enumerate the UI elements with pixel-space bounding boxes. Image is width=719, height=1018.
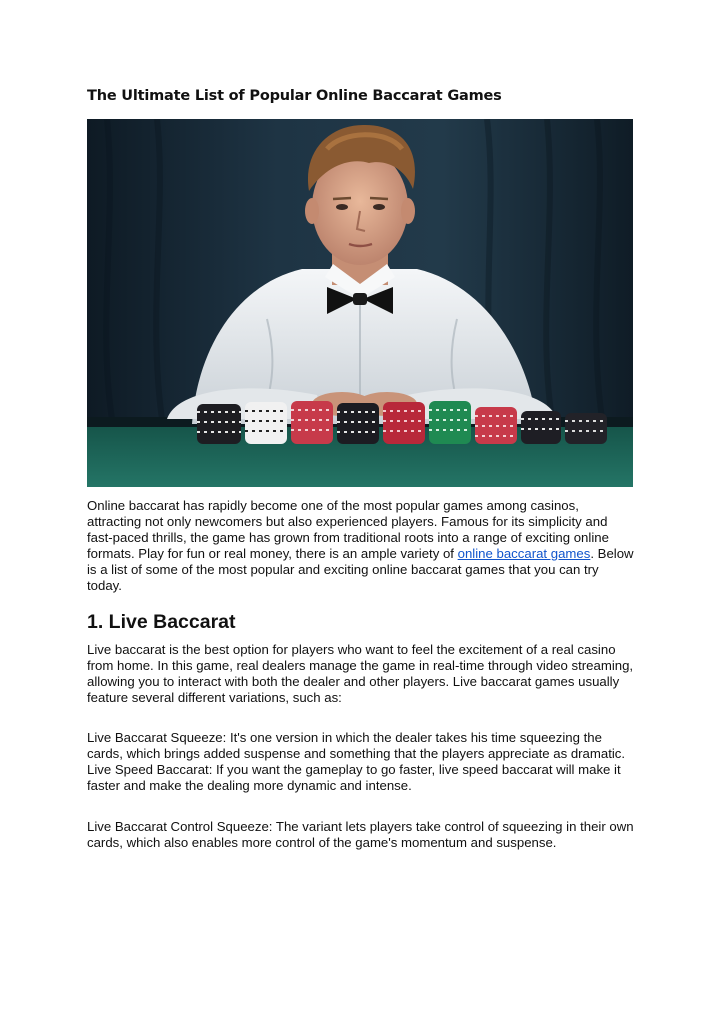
- variant-speed-text: Live Speed Baccarat: If you want the gameplay to go faster, live speed baccarat will make it faster and make the dealing more dynamic and intense.: [87, 761, 621, 793]
- hero-image: [87, 119, 633, 487]
- variants-paragraph: [87, 730, 635, 794]
- document-title: The Ultimate List of Popular Online Baccarat Games: [87, 88, 502, 104]
- intro-text-before-link: Online baccarat has rapidly become one of the most popular games among casinos, attracting not only newcomers but also experienced players. Famous for its simplicity and fast-paced thrills, the game has grown from traditional roots into a range of exciting online formats. Play for fun or real money, there is an ample variety of: [87, 498, 609, 561]
- intro-text-after-link: . Below is a list of some of the most popular and exciting online baccarat games that you can try today.: [87, 545, 634, 593]
- control-squeeze-paragraph: Live Baccarat Control Squeeze: The variant lets players take control of squeezing in their own cards, which also enables more control of the game's momentum and suspense.: [87, 819, 634, 850]
- live-baccarat-paragraph: Live baccarat is the best option for players who want to feel the excitement of a real casino from home. In this game, real dealers manage the game in real-time through video streaming, allowing you to interact with both the dealer and other players. Live baccarat games usually feature several different variations, such as:: [87, 642, 634, 705]
- online-baccarat-games-link[interactable]: online baccarat games: [457, 545, 591, 561]
- intro-paragraph: [87, 498, 635, 593]
- variant-squeeze-text: Live Baccarat Squeeze: It's one version in which the dealer takes his time squeezing the cards, which brings added suspense and something that the players appreciate as dramatic.: [87, 730, 626, 761]
- section-heading-live-baccarat: 1. Live Baccarat: [87, 611, 236, 633]
